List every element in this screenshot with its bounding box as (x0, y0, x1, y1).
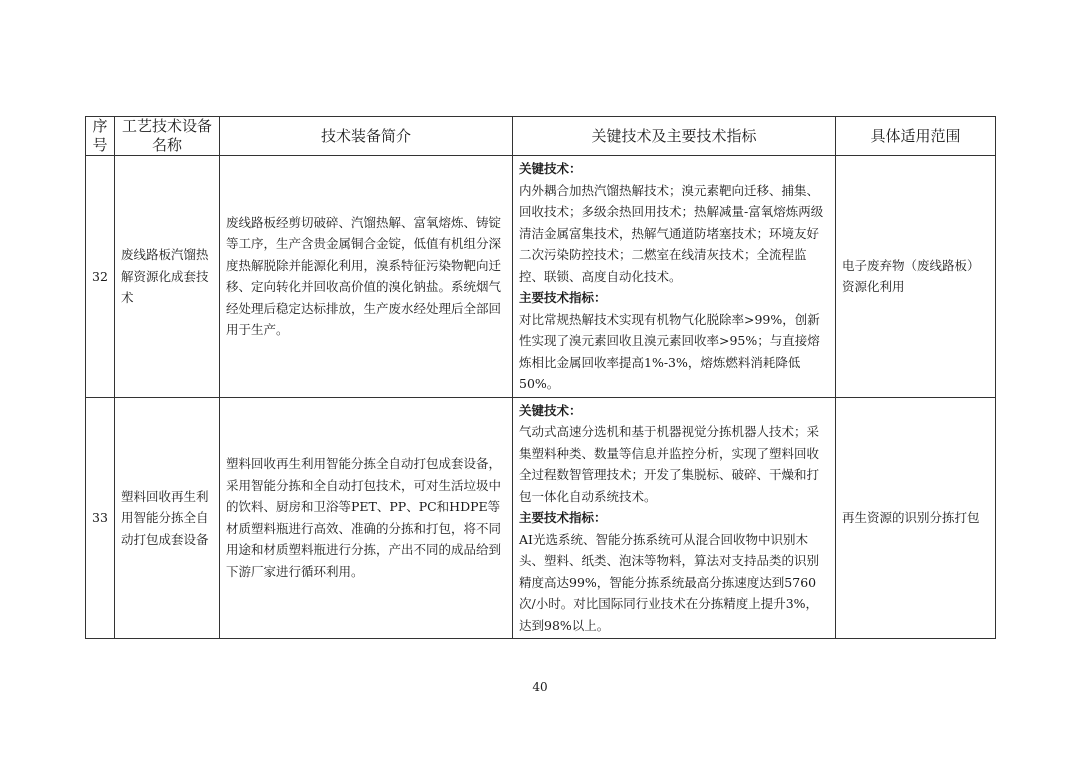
table-row (86, 397, 996, 639)
index-text: AI光选系统、智能分拣系统可从混合回收物中识别木头、塑料、纸类、泡沫等物料，算法对支持品类的识别精度高达99%，智能分拣系统最高分拣速度达到5760次/小时。对比国际同行业技术在分拣精度上提升3%，达到98%以上。 (519, 531, 820, 633)
row-serial: 33 (86, 397, 115, 639)
row-scope: 电子废弃物（废线路板）资源化利用 (836, 156, 996, 398)
index-text: 对比常规热解技术实现有机物气化脱除率>99%，创新性实现了溴元素回收且溴元素回收率>95%；与直接熔炼相比金属回收率提高1%-3%，熔炼燃料消耗降低50%。 (519, 311, 820, 391)
header-key-tech: 关键技术及主要技术指标 (513, 117, 836, 156)
row-intro: 废线路板经剪切破碎、汽馏热解、富氧熔炼、铸锭等工序，生产含贵金属铜合金锭，低值有机组分深度热解脱除并能源化利用，溴系特征污染物靶向迁移、定向转化并回收高价值的溴化钠盐。系统烟气经处理后稳定达标排放，生产废水经处理后全部回用于生产。 (220, 156, 513, 398)
row-key-tech (513, 397, 836, 639)
key-tech-text: 气动式高速分选机和基于机器视觉分拣机器人技术；采集塑料种类、数量等信息并监控分析，实现了塑料回收全过程数智管理技术；开发了集脱标、破碎、干燥和打包一体化自动系统技术。 (519, 424, 820, 504)
index-label: 主要技术指标： (519, 510, 607, 525)
table-row (86, 156, 996, 398)
row-intro: 塑料回收再生利用智能分拣全自动打包成套设备，采用智能分拣和全自动打包技术，可对生活垃圾中的饮料、厨房和卫浴等PET、PP、PC和HDPE等材质塑料瓶进行高效、准确的分拣和打包，将不同用途和材质塑料瓶进行分拣，产出不同的成品给到下游厂家进行循环利用。 (220, 397, 513, 639)
row-name: 废线路板汽馏热解资源化成套技术 (115, 156, 220, 398)
header-name: 工艺技术设备名称 (115, 117, 220, 156)
header-scope: 具体适用范围 (836, 117, 996, 156)
row-key-tech (513, 156, 836, 398)
row-serial: 32 (86, 156, 115, 398)
technology-table (85, 116, 996, 639)
page-number: 40 (532, 680, 548, 694)
table-header-row (86, 117, 996, 156)
key-tech-label: 关键技术： (519, 161, 582, 176)
header-serial: 序号 (86, 117, 115, 156)
key-tech-text: 内外耦合加热汽馏热解技术；溴元素靶向迁移、捕集、回收技术；多级余热回用技术；热解减量-富氧熔炼两级清洁金属富集技术，热解气通道防堵塞技术；环境友好二次污染防控技术；二燃室在线清灰技术；全流程监控、联锁、高度自动化技术。 (519, 182, 824, 284)
index-label: 主要技术指标： (519, 290, 607, 305)
key-tech-label: 关键技术： (519, 402, 582, 418)
header-intro: 技术装备简介 (220, 117, 513, 156)
row-name: 塑料回收再生利用智能分拣全自动打包成套设备 (115, 397, 220, 639)
row-scope: 再生资源的识别分拣打包 (836, 397, 996, 639)
